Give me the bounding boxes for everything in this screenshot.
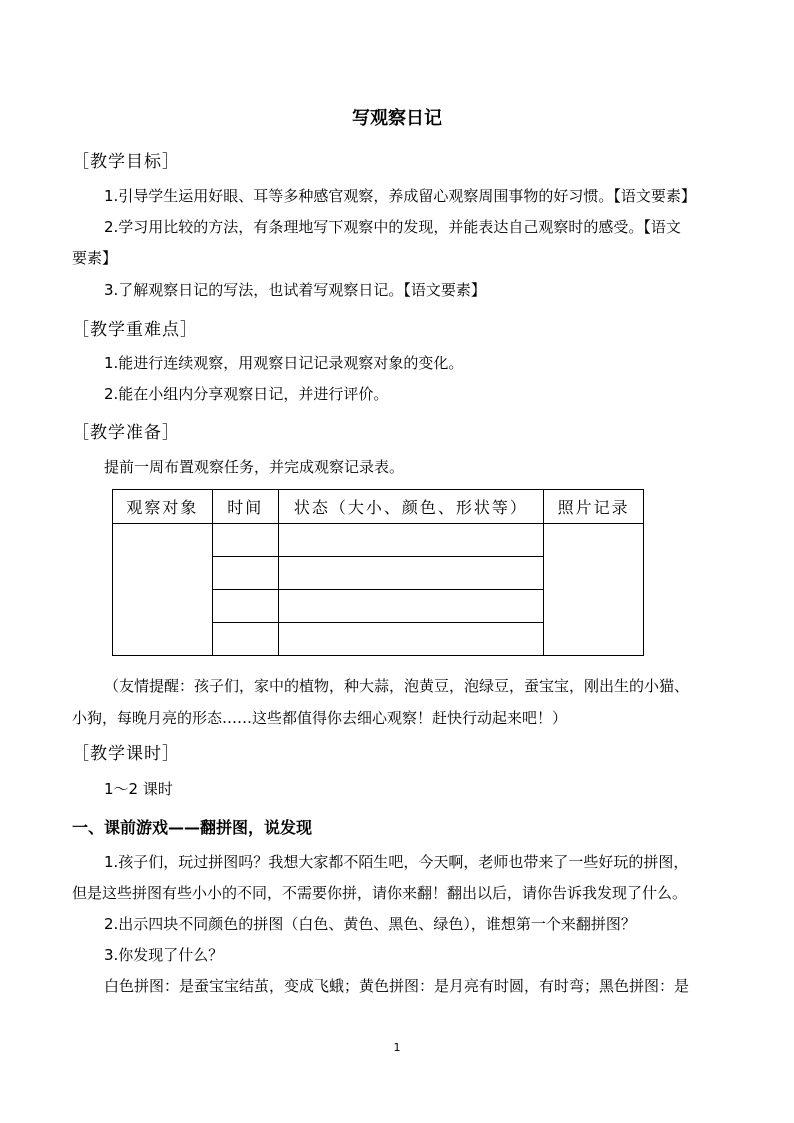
page-number: 1 xyxy=(393,1041,401,1054)
goals-item-2: 2.学习用比较的方法，有条理地写下观察中的发现，并能表达自己观察时的感受。【语文 xyxy=(104,218,681,236)
part1-line-4: 3.你发现了什么？ xyxy=(104,946,224,964)
part1-line-5: 白色拼图：是蚕宝宝结茧，变成飞蛾；黄色拼图：是月亮有时圆，有时弯；黑色拼图：是 xyxy=(104,977,690,995)
page-title: 写观察日记 xyxy=(352,108,442,129)
table-header-photo: 照片记录 xyxy=(544,490,644,524)
key-point-1: 1.能进行连续观察，用观察日记记录观察对象的变化。 xyxy=(104,354,464,372)
part1-line-2: 但是这些拼图有些小小的不同，不需要你拼，请你来翻！翻出以后，请你告诉我发现了什么。 xyxy=(72,884,688,902)
table-header-object: 观察对象 xyxy=(113,490,213,524)
table-cell-time xyxy=(212,623,278,656)
goals-item-3: 3.了解观察日记的写法，也试着写观察日记。【语文要素】 xyxy=(104,281,486,299)
table-header-status: 状态（大小、颜色、形状等） xyxy=(278,490,543,524)
periods-text: 1～2 课时 xyxy=(104,780,173,798)
preparation-intro: 提前一周布置观察任务，并完成观察记录表。 xyxy=(104,458,405,476)
table-cell-time xyxy=(212,524,278,557)
observation-record-table xyxy=(112,489,644,656)
goals-item-2-cont: 要素】 xyxy=(72,249,118,267)
table-cell-time xyxy=(212,557,278,590)
reminder-line-2: 小狗，每晚月亮的形态……这些都值得你去细心观察！赶快行动起来吧！） xyxy=(72,709,568,727)
table-header-time: 时间 xyxy=(212,490,278,524)
part1-heading: 一、课前游戏——翻拼图，说发现 xyxy=(72,818,313,837)
goals-item-1: 1.引导学生运用好眼、耳等多种感官观察，养成留心观察周围事物的好习惯。【语文要素】 xyxy=(104,187,696,205)
periods-heading: ［教学课时］ xyxy=(72,744,180,764)
table-cell-status xyxy=(278,524,543,557)
table-row xyxy=(113,524,644,557)
part1-line-1: 1.孩子们，玩过拼图吗？我想大家都不陌生吧，今天啊，老师也带来了一些好玩的拼图， xyxy=(104,853,689,871)
key-points-heading: ［教学重难点］ xyxy=(72,320,198,340)
preparation-heading: ［教学准备］ xyxy=(72,423,180,443)
table-cell-status xyxy=(278,623,543,656)
reminder-line-1: （友情提醒：孩子们，家中的植物，种大蒜，泡黄豆，泡绿豆，蚕宝宝，刚出生的小猫、 xyxy=(104,677,690,695)
table-cell-object xyxy=(113,524,213,656)
goals-heading: ［教学目标］ xyxy=(72,152,180,172)
part1-line-3: 2.出示四块不同颜色的拼图（白色、黄色、黑色、绿色），谁想第一个来翻拼图？ xyxy=(104,915,636,933)
table-header-row xyxy=(113,490,644,524)
table-cell-status xyxy=(278,590,543,623)
table-cell-photo xyxy=(544,524,644,656)
key-point-2: 2.能在小组内分享观察日记，并进行评价。 xyxy=(104,385,389,403)
table-cell-time xyxy=(212,590,278,623)
table-cell-status xyxy=(278,557,543,590)
